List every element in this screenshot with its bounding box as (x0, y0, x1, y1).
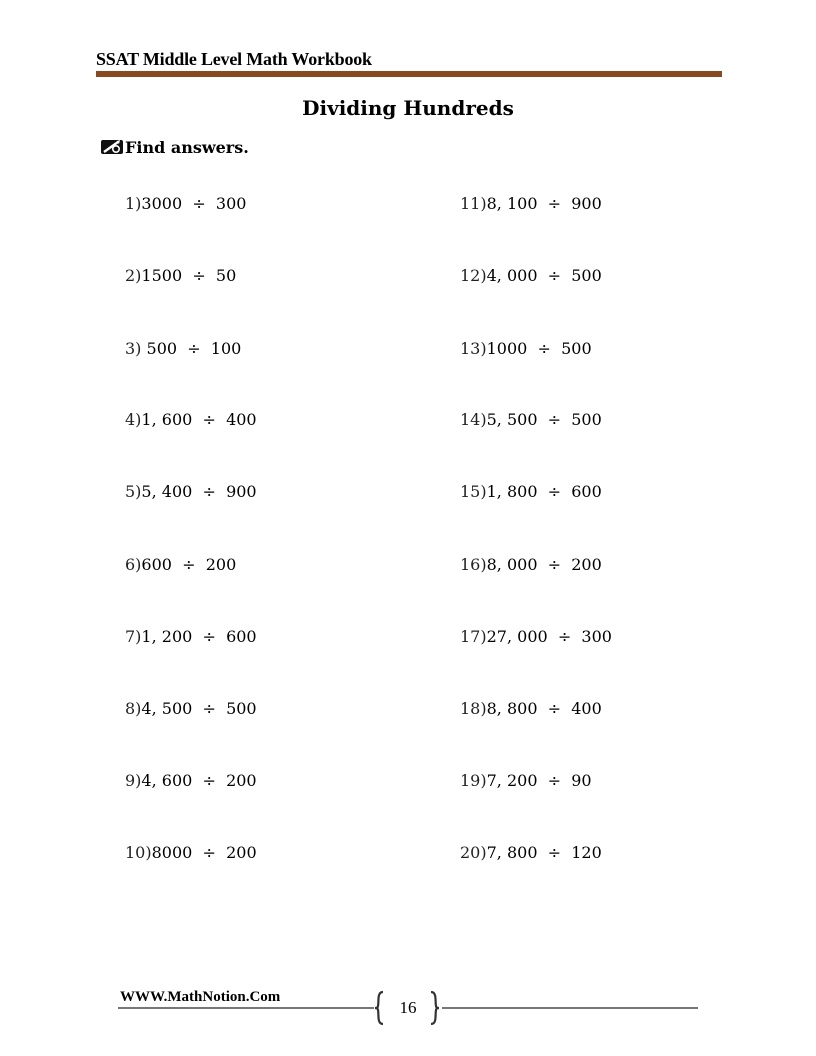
problem-number: 20) (460, 843, 487, 862)
bracket-left-icon (374, 991, 384, 1025)
problem-item (125, 843, 257, 862)
bracket-right-icon (430, 991, 440, 1025)
problem-expression: 8, 800 ÷ 400 (486, 699, 602, 718)
problem-item (125, 339, 241, 358)
instruction-text: Find answers. (125, 137, 249, 157)
problem-item (125, 555, 236, 574)
problem-item (460, 266, 602, 285)
problem-number: 15) (460, 482, 487, 501)
header-rule (96, 71, 722, 77)
problem-item (460, 339, 592, 358)
problem-item (125, 699, 257, 718)
problem-item (460, 482, 602, 501)
problem-expression: 7, 800 ÷ 120 (486, 843, 602, 862)
problem-item (460, 555, 602, 574)
problem-expression: 7, 200 ÷ 90 (486, 771, 592, 790)
problem-item (460, 194, 602, 213)
problem-expression: 4, 500 ÷ 500 (141, 699, 257, 718)
problem-item (125, 266, 236, 285)
problem-item (125, 194, 246, 213)
problem-number: 1) (125, 194, 142, 213)
problem-expression: 5, 400 ÷ 900 (141, 482, 257, 501)
problem-expression: 600 ÷ 200 (141, 555, 237, 574)
problem-number: 4) (125, 410, 142, 429)
problem-expression: 4, 600 ÷ 200 (141, 771, 257, 790)
page-title: Dividing Hundreds (302, 96, 514, 120)
footer-rule-right (442, 1007, 698, 1009)
instruction (100, 137, 249, 157)
problem-number: 19) (460, 771, 487, 790)
problem-number: 17) (460, 627, 487, 646)
problem-number: 2) (125, 266, 142, 285)
problem-expression: 1500 ÷ 50 (141, 266, 237, 285)
problem-expression: 5, 500 ÷ 500 (486, 410, 602, 429)
problem-expression: 4, 000 ÷ 500 (486, 266, 602, 285)
header-title: SSAT Middle Level Math Workbook (96, 49, 372, 69)
problem-item (125, 771, 257, 790)
problem-item (125, 482, 257, 501)
problem-expression: 500 ÷ 100 (141, 339, 242, 358)
problem-item (460, 771, 592, 790)
problem-number: 16) (460, 555, 487, 574)
problem-number: 7) (125, 627, 142, 646)
problem-number: 14) (460, 410, 487, 429)
problem-item (460, 843, 602, 862)
problem-number: 9) (125, 771, 142, 790)
problem-number: 11) (460, 194, 487, 213)
problem-expression: 1, 600 ÷ 400 (141, 410, 257, 429)
problem-expression: 8000 ÷ 200 (151, 843, 257, 862)
problem-number: 13) (460, 339, 487, 358)
problem-expression: 1, 200 ÷ 600 (141, 627, 257, 646)
problem-item (460, 627, 612, 646)
problem-expression: 8, 100 ÷ 900 (486, 194, 602, 213)
problem-expression: 3000 ÷ 300 (141, 194, 247, 213)
problem-number: 6) (125, 555, 142, 574)
footer-rule-left (118, 1007, 374, 1009)
problem-number: 8) (125, 699, 142, 718)
problem-number: 3) (125, 339, 142, 358)
problem-expression: 8, 000 ÷ 200 (486, 555, 602, 574)
problem-item (125, 627, 257, 646)
pencil-icon (100, 137, 124, 157)
problem-expression: 27, 000 ÷ 300 (486, 627, 612, 646)
problem-expression: 1000 ÷ 500 (486, 339, 592, 358)
footer-site: WWW.MathNotion.Com (120, 989, 281, 1005)
problem-number: 12) (460, 266, 487, 285)
problem-number: 5) (125, 482, 142, 501)
problem-item (460, 410, 602, 429)
page-number: 16 (399, 998, 417, 1017)
problem-number: 10) (125, 843, 152, 862)
problem-number: 18) (460, 699, 487, 718)
problem-item (460, 699, 602, 718)
problem-item (125, 410, 257, 429)
problem-expression: 1, 800 ÷ 600 (486, 482, 602, 501)
